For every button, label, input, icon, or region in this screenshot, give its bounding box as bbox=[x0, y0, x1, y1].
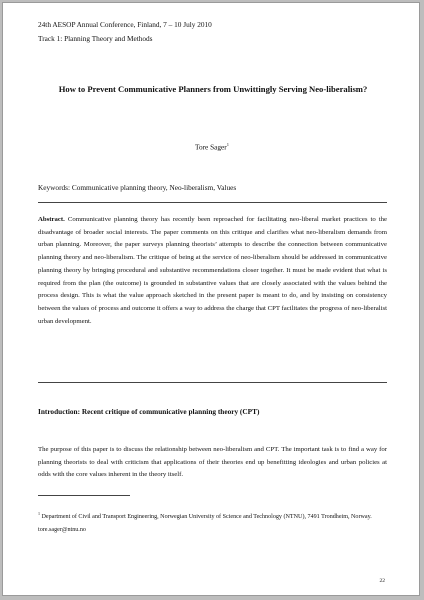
footnote-mark: 1 bbox=[38, 511, 40, 516]
abstract-text: Communicative planning theory has recently been reproached for facilitating neo-liberal market practices to the disadvantage of broader social interests. The paper comments on this critique and clarifies what neo-liberalism demands from urban planning. Moreover, the paper surveys planning theorists’ attempts to describe the connection between communicative planning theory and neo-liberalism. The critique of being at the service of neo-liberalism should be addressed in communicative planning theory by bringing procedural and substantive recommendations closer together. It must be made evident that what is required from the plan (the outcome) is grounded in substantive values that are closely associated with the values behind the process design. This is what the value approach sketched in the present paper is meant to do, and by insisting on consistency between the values of process and outcome it offers a way to address the charge that CPT facilitates the progress of neo-liberalist urban development. bbox=[38, 216, 387, 325]
page-number: 22 bbox=[379, 578, 385, 584]
footnote bbox=[38, 507, 387, 537]
abstract bbox=[38, 214, 387, 328]
paper-title: How to Prevent Communicative Planners from Unwittingly Serving Neo-liberalism? bbox=[58, 84, 368, 94]
author-footnote-mark: 1 bbox=[226, 142, 229, 147]
section-heading: Introduction: Recent critique of communicative planning theory (CPT) bbox=[38, 407, 260, 416]
document-page bbox=[2, 2, 420, 596]
footnote-rule bbox=[38, 495, 130, 496]
section-paragraph: The purpose of this paper is to discuss the relationship between neo-liberalism and CPT. The important task is to find a way for planning theorists to deal with criticism that applications of their theories end up benefitting ideologies and urban policies at odds with the core values inherent in the theory itself. bbox=[38, 446, 387, 479]
track-header: Track 1: Planning Theory and Methods bbox=[38, 34, 153, 43]
footnote-text: Department of Civil and Transport Engineering, Norwegian University of Science and Technology (NTNU), 7491 Trondheim, Norway. tore.sager@ntnu.no bbox=[38, 514, 372, 534]
abstract-label: Abstract. bbox=[38, 216, 65, 223]
author-line bbox=[3, 142, 421, 151]
conference-header: 24th AESOP Annual Conference, Finland, 7 – 10 July 2010 bbox=[38, 20, 212, 29]
abstract-bottom-rule bbox=[38, 382, 387, 383]
author-name: Tore Sager bbox=[195, 142, 227, 152]
keywords: Keywords: Communicative planning theory, Neo-liberalism, Values bbox=[38, 183, 237, 192]
abstract-top-rule bbox=[38, 202, 387, 203]
